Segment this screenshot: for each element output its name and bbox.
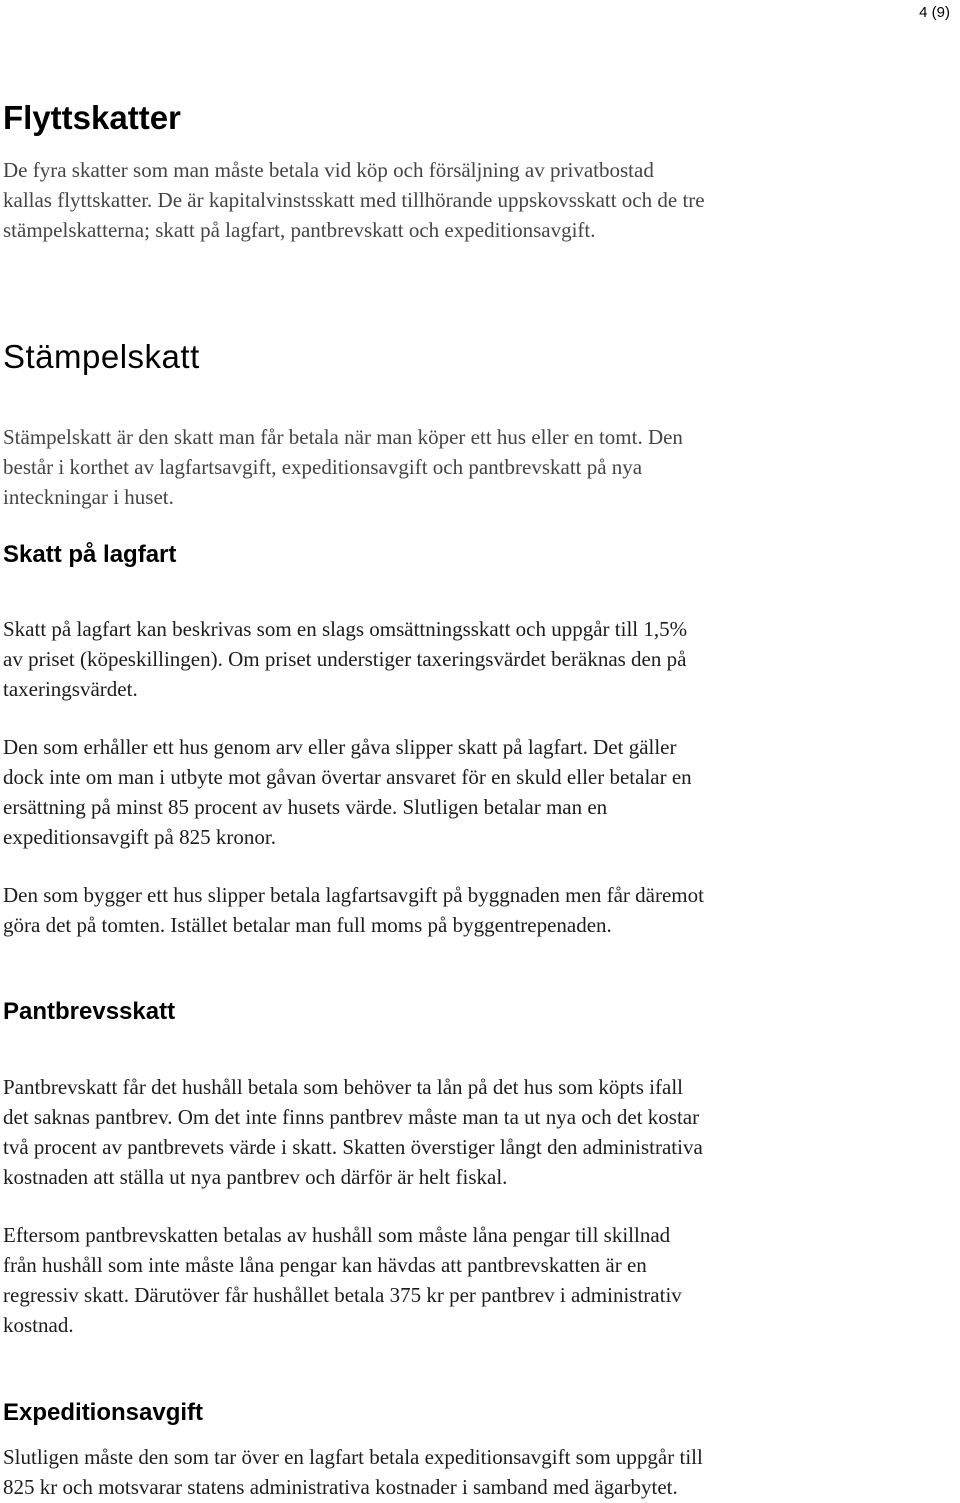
paragraph-stampelskatt: Stämpelskatt är den skatt man får betala när man köper ett hus eller en tomt. Den består i korthet av lagfartsavgift, expeditionsavgift och pantbrevskatt på nya inteckningar i huset. [3, 425, 683, 509]
page-number: 4 (9) [919, 4, 950, 21]
paragraph-lagfart-3: Den som bygger ett hus slipper betala lagfartsavgift på byggnaden men får däremot göra det på tomten. Istället betalar man full moms på byggentrepenaden. [3, 883, 704, 937]
heading-stampelskatt: Stämpelskatt [3, 338, 200, 375]
heading-skatt-pa-lagfart: Skatt på lagfart [3, 541, 177, 568]
heading-pantbrevsskatt: Pantbrevsskatt [3, 998, 176, 1025]
paragraph-pantbrevsskatt-2: Eftersom pantbrevskatten betalas av hushåll som måste låna pengar till skillnad från hushåll som inte måste låna pengar kan hävdas att pantbrevskatten är en regressiv skatt. Därutöver får hushållet betala 375 kr per pantbrev i administrativ kostnad. [3, 1223, 682, 1337]
paragraph-flyttskatter: De fyra skatter som man måste betala vid köp och försäljning av privatbostad kallas flyttskatter. De är kapitalvinstsskatt med tillhörande uppskovsskatt och de tre stämpelskatterna; skatt på lagfart, pantbrevskatt och expeditionsavgift. [3, 158, 705, 242]
paragraph-lagfart-2: Den som erhåller ett hus genom arv eller gåva slipper skatt på lagfart. Det gäller dock inte om man i utbyte mot gåvan övertar ansvaret för en skuld eller betalar en ersättning på minst 85 procent av husets värde. Slutligen betalar man en expeditionsavgift på 825 kronor. [3, 735, 692, 849]
heading-expeditionsavgift: Expeditionsavgift [3, 1399, 204, 1426]
heading-flyttskatter: Flyttskatter [3, 99, 181, 136]
paragraph-lagfart-1: Skatt på lagfart kan beskrivas som en slags omsättningsskatt och uppgår till 1,5% av priset (köpeskillingen). Om priset understiger taxeringsvärdet beräknas den på taxeringsvärdet. [3, 617, 688, 701]
paragraph-expeditionsavgift: Slutligen måste den som tar över en lagfart betala expeditionsavgift som uppgår till 825 kr och motsvarar statens administrativa kostnader i samband med ägarbytet. [3, 1445, 703, 1499]
paragraph-pantbrevsskatt-1: Pantbrevskatt får det hushåll betala som behöver ta lån på det hus som köpts ifall det saknas pantbrev. Om det inte finns pantbrev måste man ta ut nya och det kostar två procent av pantbrevets värde i skatt. Skatten överstiger långt den administrativa kostnaden att ställa ut nya pantbrev och därför är helt fiskal. [3, 1075, 703, 1189]
